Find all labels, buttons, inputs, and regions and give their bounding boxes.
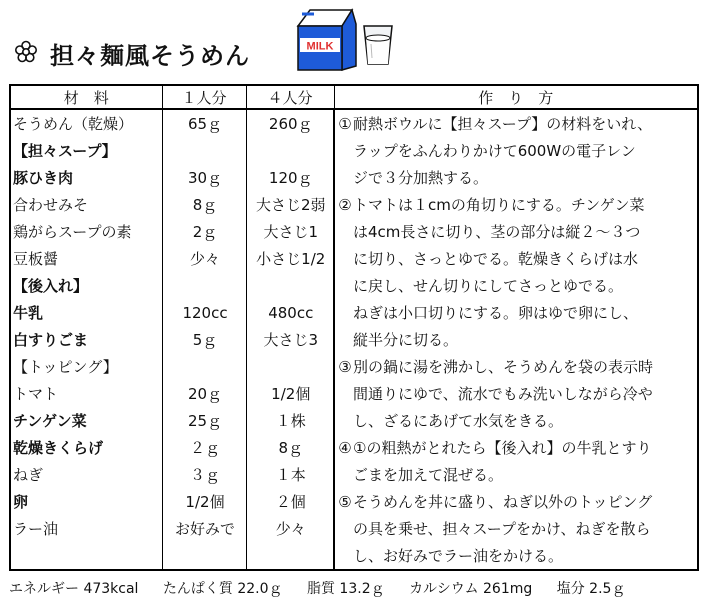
table-row (10, 137, 698, 164)
header-ingredient: 材 料 (10, 85, 162, 109)
method-line (334, 137, 698, 164)
method-line (334, 299, 698, 326)
table-row (10, 488, 698, 515)
header-method: 作 り 方 (334, 85, 698, 109)
table-row (10, 164, 698, 191)
amount-four (246, 353, 334, 380)
amount-four: 480cc (246, 299, 334, 326)
step-text: に戻し、せん切りにしてさっとゆでる。 (353, 277, 624, 295)
amount-one (162, 542, 246, 570)
table-row (10, 407, 698, 434)
ingredient-name: ねぎ (10, 461, 162, 488)
amount-one: 8ｇ (162, 191, 246, 218)
nutrition-salt: 塩分 2.5ｇ (556, 581, 626, 597)
ingredient-name: 鶏がらスープの素 (10, 218, 162, 245)
amount-four: 大さじ1 (246, 218, 334, 245)
amount-four: 少々 (246, 515, 334, 542)
step-text: 別の鍋に湯を沸かし、そうめんを袋の表示時 (353, 358, 654, 376)
amount-one: ３ｇ (162, 461, 246, 488)
step-number: ② (338, 196, 352, 214)
amount-four: 260ｇ (246, 109, 334, 137)
method-line (334, 272, 698, 299)
amount-one: 少々 (162, 245, 246, 272)
nutrition-fat: 脂質 13.2ｇ (306, 581, 385, 597)
ingredient-name: 豚ひき肉 (10, 164, 162, 191)
ingredient-name: 卵 (10, 488, 162, 515)
method-line (334, 434, 698, 461)
table-row (10, 245, 698, 272)
amount-one: 65ｇ (162, 109, 246, 137)
ingredient-name: 豆板醤 (10, 245, 162, 272)
recipe-body (10, 109, 698, 570)
amount-four: １株 (246, 407, 334, 434)
amount-four: ２個 (246, 488, 334, 515)
table-row (10, 218, 698, 245)
amount-four: 大さじ3 (246, 326, 334, 353)
step-text: し、お好みでラー油をかける。 (353, 547, 564, 565)
method-line (334, 326, 698, 353)
amount-one: ２ｇ (162, 434, 246, 461)
method-line (334, 488, 698, 515)
nutrition-protein: たんぱく質 22.0ｇ (162, 581, 283, 597)
method-line (334, 407, 698, 434)
header-one-serving: １人分 (162, 85, 246, 109)
nutrition-energy: エネルギー 473kcal (9, 581, 139, 597)
flower-icon (14, 40, 38, 64)
amount-one: 20ｇ (162, 380, 246, 407)
ingredient-name: 乾燥きくらげ (10, 434, 162, 461)
step-number: ③ (338, 358, 352, 376)
amount-one: 2ｇ (162, 218, 246, 245)
amount-four (246, 137, 334, 164)
method-line (334, 461, 698, 488)
amount-one (162, 137, 246, 164)
table-row (10, 380, 698, 407)
amount-four (246, 542, 334, 570)
method-line (334, 380, 698, 407)
nutrition-footer (9, 578, 645, 598)
milk-glass-icon (358, 20, 398, 68)
ingredient-name (10, 542, 162, 570)
table-row (10, 353, 698, 380)
ingredient-name: そうめん（乾燥） (10, 109, 162, 137)
step-number: ① (338, 115, 352, 133)
step-text: トマトは１cmの角切りにする。チンゲン菜 (353, 196, 645, 214)
ingredient-name: ラー油 (10, 515, 162, 542)
page-title: 担々麺風そうめん (50, 42, 250, 70)
step-text: ラップをふんわりかけて600Wの電子レン (353, 142, 636, 160)
step-text: 耐熱ボウルに【担々スープ】の材料をいれ、 (353, 115, 653, 133)
amount-one: 120cc (162, 299, 246, 326)
step-text: ジで３分加熱する。 (353, 169, 489, 187)
method-line (334, 353, 698, 380)
amount-one: 1/2個 (162, 488, 246, 515)
step-text: ねぎは小口切りにする。卵はゆで卵にし、 (353, 304, 639, 322)
milk-carton-icon (294, 6, 358, 72)
step-number: ④ (338, 439, 352, 457)
table-row (10, 326, 698, 353)
amount-four: 8ｇ (246, 434, 334, 461)
table-row (10, 515, 698, 542)
amount-four: 大さじ2弱 (246, 191, 334, 218)
amount-four (246, 272, 334, 299)
ingredient-name: トマト (10, 380, 162, 407)
nutrition-calcium: カルシウム 261mg (409, 581, 533, 597)
table-row (10, 109, 698, 137)
step-text: は4cm長さに切り、茎の部分は縦２～３つ (353, 223, 641, 241)
table-row (10, 299, 698, 326)
ingredient-name: チンゲン菜 (10, 407, 162, 434)
amount-four: １本 (246, 461, 334, 488)
amount-one: 30ｇ (162, 164, 246, 191)
amount-one (162, 272, 246, 299)
recipe-header (0, 0, 709, 80)
amount-one: 5ｇ (162, 326, 246, 353)
amount-four: 1/2個 (246, 380, 334, 407)
method-line (334, 164, 698, 191)
step-text: ごまを加えて混ぜる。 (353, 466, 504, 484)
ingredient-name: 牛乳 (10, 299, 162, 326)
method-line (334, 542, 698, 570)
method-line (334, 245, 698, 272)
ingredient-name: 白すりごま (10, 326, 162, 353)
amount-four: 120ｇ (246, 164, 334, 191)
ingredient-name: 【担々スープ】 (10, 137, 162, 164)
step-text: ①の粗熱がとれたら【後入れ】の牛乳とすり (353, 439, 652, 457)
step-text: そうめんを丼に盛り、ねぎ以外のトッピング (353, 493, 653, 511)
step-text: し、ざるにあげて水気をきる。 (353, 412, 564, 430)
method-line (334, 218, 698, 245)
amount-one: 25ｇ (162, 407, 246, 434)
milk-label: MILK (306, 40, 334, 53)
table-row (10, 542, 698, 570)
step-text: 間通りにゆで、流水でもみ洗いしながら冷や (353, 385, 653, 403)
step-text: の具を乗せ、担々スープをかけ、ねぎを散ら (353, 520, 651, 538)
table-row (10, 272, 698, 299)
amount-four: 小さじ1/2 (246, 245, 334, 272)
header-four-servings: ４人分 (246, 85, 334, 109)
step-number: ⑤ (338, 493, 352, 511)
ingredient-name: 【後入れ】 (10, 272, 162, 299)
table-row (10, 461, 698, 488)
amount-one (162, 353, 246, 380)
ingredient-name: 【トッピング】 (10, 353, 162, 380)
ingredient-name: 合わせみそ (10, 191, 162, 218)
method-line (334, 191, 698, 218)
method-line (334, 109, 698, 137)
table-row (10, 434, 698, 461)
table-header-row (10, 85, 698, 109)
step-text: に切り、さっとゆでる。乾燥きくらげは水 (353, 250, 639, 268)
method-line (334, 515, 698, 542)
recipe-table (9, 84, 699, 571)
step-text: 縦半分に切る。 (353, 331, 459, 349)
amount-one: お好みで (162, 515, 246, 542)
table-row (10, 191, 698, 218)
